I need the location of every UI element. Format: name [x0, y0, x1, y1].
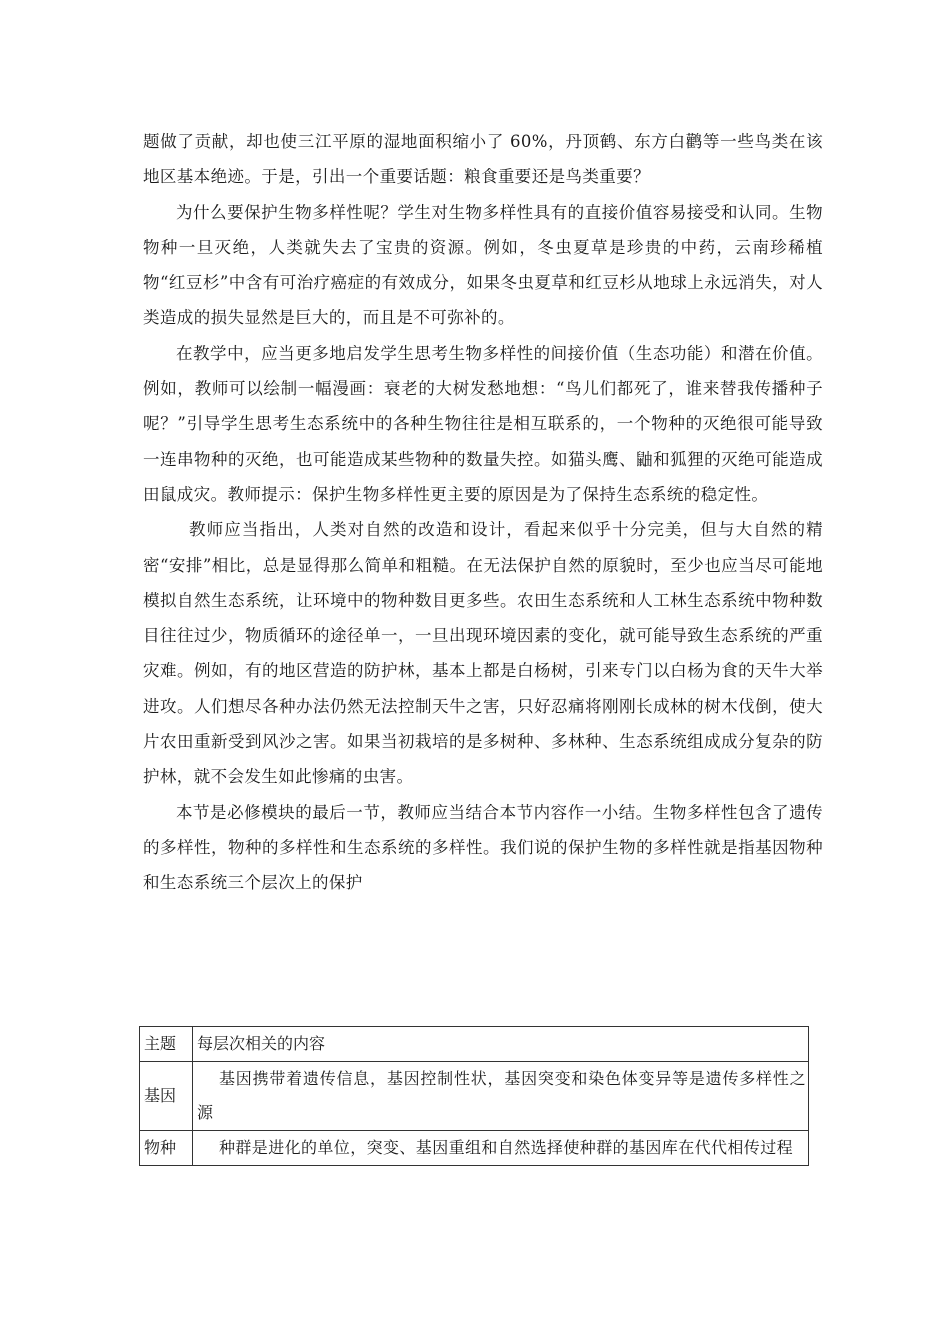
row-content-text: 种群是进化的单位，突变、基因重组和自然选择使种群的基因库在代代相传过程 — [219, 1138, 794, 1157]
document-body — [143, 124, 823, 901]
paragraph-direct-value: 为什么要保护生物多样性呢？学生对生物多样性具有的直接价值容易接受和认同。生物物种一旦灭绝，人类就失去了宝贵的资源。例如，冬虫夏草是珍贵的中药，云南珍稀植物“红豆杉”中含有可治疗癌症的有效成分，如果冬虫夏草和红豆杉从地球上永远消失，对人类造成的损失显然是巨大的，而且是不可弥补的。 — [143, 202, 823, 328]
biodiversity-levels-table — [139, 1026, 809, 1166]
row-content-cell — [193, 1062, 809, 1131]
row-topic-cell: 物种 — [140, 1131, 193, 1166]
row-content-cell — [193, 1131, 809, 1166]
paragraph-summary: 本节是必修模块的最后一节，教师应当结合本节内容作一小结。生物多样性包含了遗传的多样性，物种的多样性和生态系统的多样性。我们说的保护生物的多样性就是指基因物种和生态系统三个层次上的保护 — [143, 802, 823, 893]
row-topic-cell: 基因 — [140, 1062, 193, 1131]
table-row — [140, 1062, 809, 1131]
paragraph-indirect-value: 在教学中，应当更多地启发学生思考生物多样性的间接价值（生态功能）和潜在价值。例如，教师可以绘制一幅漫画：衰老的大树发愁地想：“鸟儿们都死了，谁来替我传播种子呢？”引导学生思考生态系统中的各种生物往往是相互联系的，一个物种的灭绝很可能导致一连串物种的灭绝，也可能造成某些物种的数量失控。如猫头鹰、鼬和狐狸的灭绝可能造成田鼠成灾。教师提示：保护生物多样性更主要的原因是为了保持生态系统的稳定性。 — [143, 343, 823, 504]
table-row — [140, 1131, 809, 1166]
row-content-text: 基因携带着遗传信息，基因控制性状，基因突变和染色体变异等是遗传多样性之源 — [197, 1069, 806, 1122]
paragraph-wetland-birds: 题做了贡献，却也使三江平原的湿地面积缩小了 60%，丹顶鹤、东方白鹳等一些鸟类在该地区基本绝迹。于是，引出一个重要话题：粮食重要还是鸟类重要？ — [143, 132, 823, 187]
header-topic-cell: 主题 — [140, 1027, 193, 1062]
paragraph-ecosystem-stability: 教师应当指出，人类对自然的改造和设计，看起来似乎十分完美，但与大自然的精密“安排”相比，总是显得那么简单和粗糙。在无法保护自然的原貌时，至少也应当尽可能地模拟自然生态系统，让环境中的物种数目更多些。农田生态系统和人工林生态系统中物种数目往往过少，物质循环的途径单一，一旦出现环境因素的变化，就可能导致生态系统的严重灾难。例如，有的地区营造的防护林，基本上都是白杨树，引来专门以白杨为食的天牛大举进攻。人们想尽各种办法仍然无法控制天牛之害，只好忍痛将刚刚长成林的树木伐倒，使大片农田重新受到风沙之害。如果当初栽培的是多树种、多林种、生态系统组成成分复杂的防护林，就不会发生如此惨痛的虫害。 — [143, 520, 823, 787]
table-header-row — [140, 1027, 809, 1062]
header-content-cell: 每层次相关的内容 — [193, 1027, 809, 1062]
